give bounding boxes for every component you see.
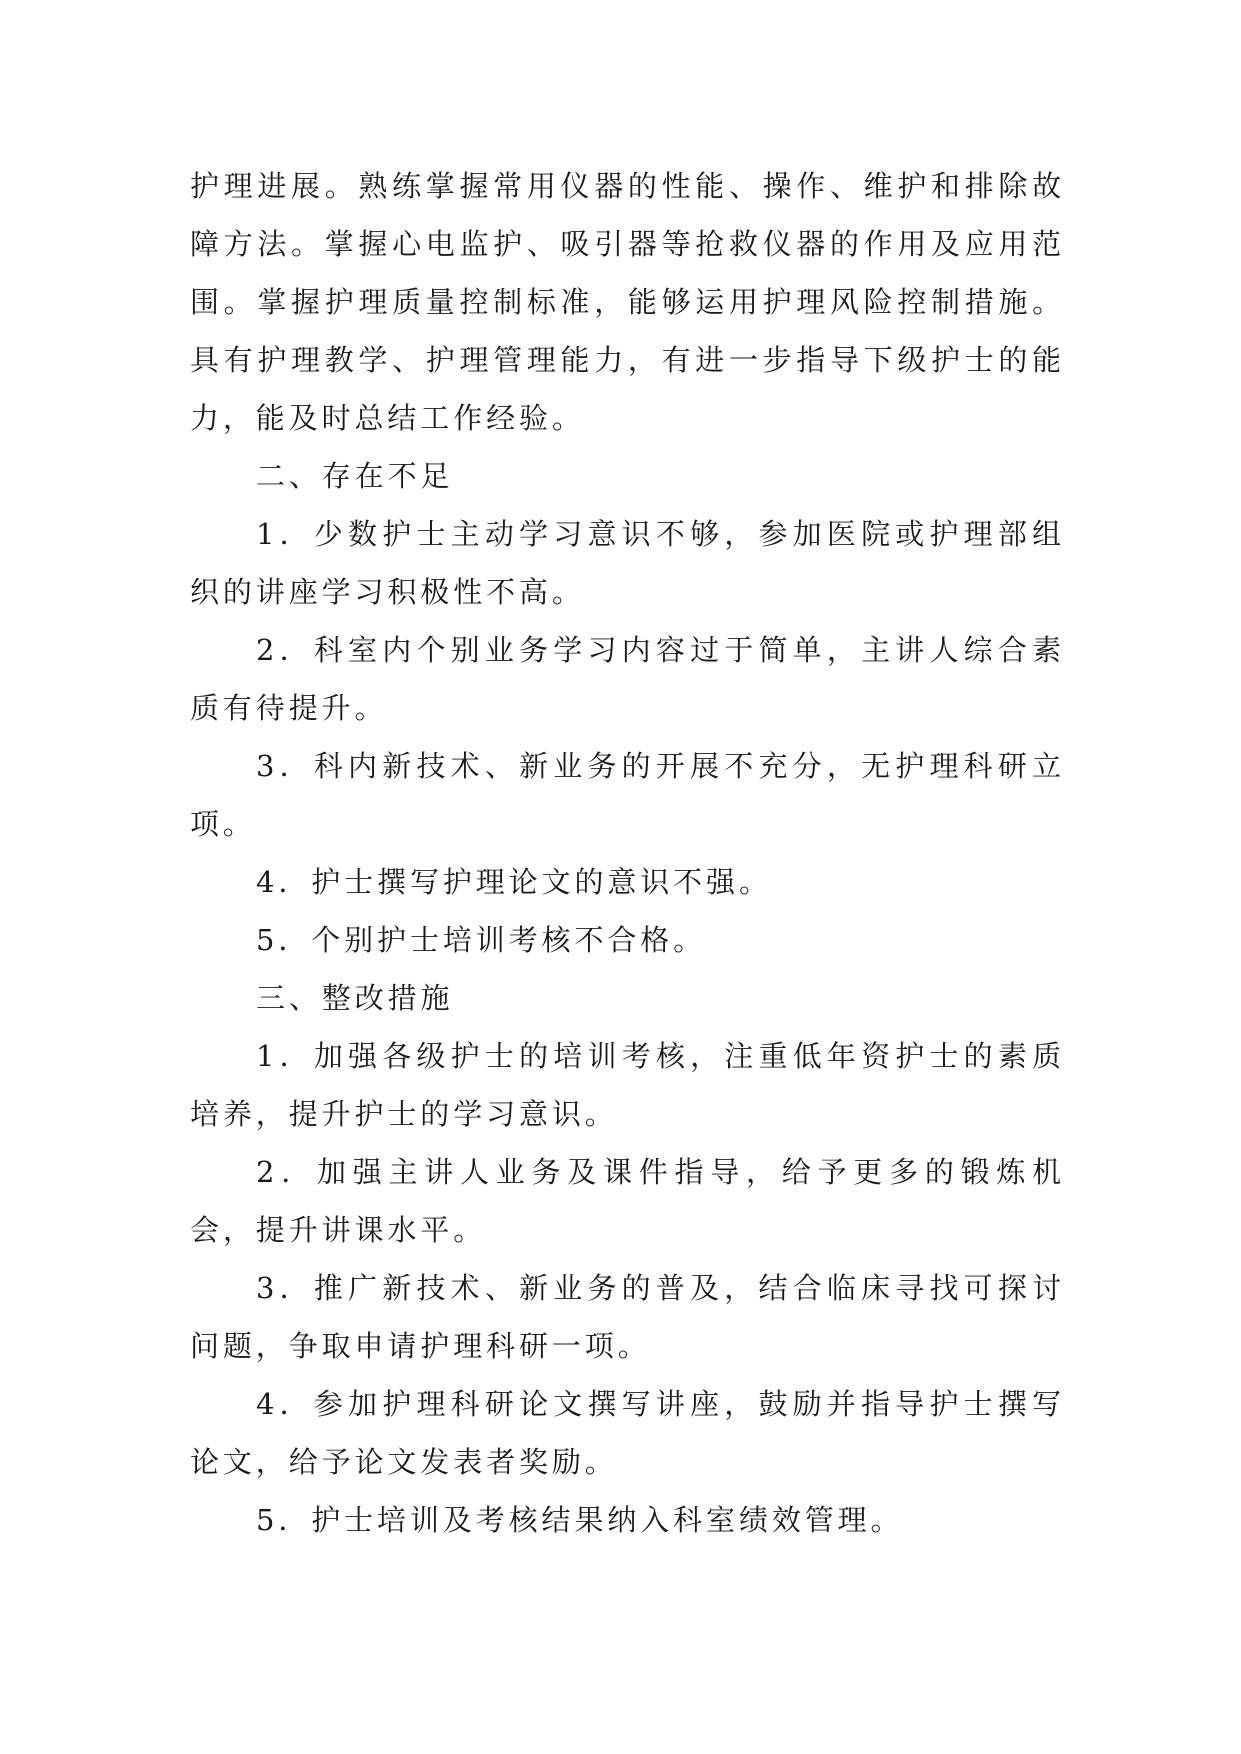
measure-item-4: 4．参加护理科研论文撰写讲座，鼓励并指导护士撰写论文，给予论文发表者奖励。 (190, 1387, 1065, 1479)
paragraph-continued: 护理进展。熟练掌握常用仪器的性能、操作、维护和排除故障方法。掌握心电监护、吸引器等抢救仪器的作用及应用范围。掌握护理质量控制标准，能够运用护理风险控制措施。具有护理教学、护理管理能力，有进一步指导下级护士的能力，能及时总结工作经验。 (190, 169, 1065, 435)
measure-item-2: 2．加强主讲人业务及课件指导，给予更多的锻炼机会，提升讲课水平。 (190, 1155, 1065, 1247)
shortcoming-item-5: 5．个别护士培训考核不合格。 (256, 923, 707, 957)
shortcoming-item-1: 1．少数护士主动学习意识不够，参加医院或护理部组织的讲座学习积极性不高。 (190, 517, 1065, 609)
measure-item-5: 5．护士培训及考核结果纳入科室绩效管理。 (256, 1503, 904, 1537)
section-heading-shortcomings: 二、存在不足 (256, 459, 454, 493)
shortcoming-item-3: 3．科内新技术、新业务的开展不充分，无护理科研立项。 (190, 749, 1065, 841)
measure-item-3: 3．推广新技术、新业务的普及，结合临床寻找可探讨问题，争取申请护理科研一项。 (190, 1271, 1065, 1363)
shortcoming-item-4: 4．护士撰写护理论文的意识不强。 (256, 865, 772, 899)
document-body (190, 157, 1065, 1549)
section-heading-measures: 三、整改措施 (256, 981, 454, 1015)
shortcoming-item-2: 2．科室内个别业务学习内容过于简单，主讲人综合素质有待提升。 (190, 633, 1065, 725)
measure-item-1: 1．加强各级护士的培训考核，注重低年资护士的素质培养，提升护士的学习意识。 (190, 1039, 1065, 1131)
